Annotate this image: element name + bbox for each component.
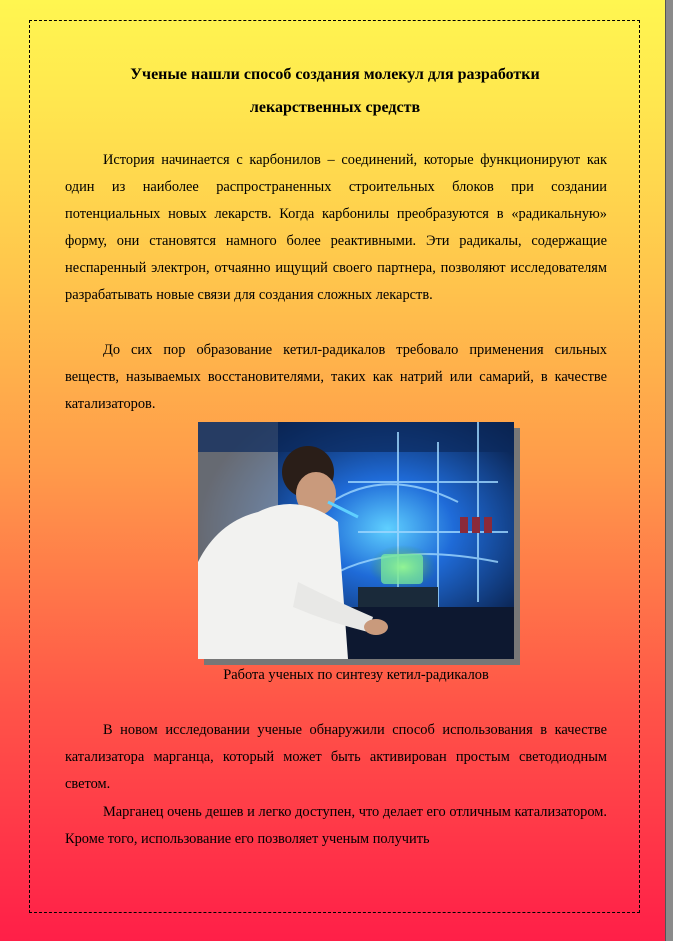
paragraph-4: Марганец очень дешев и легко доступен, что делает его отличным катализатором. Кроме того, использование его позволяет ученым получить <box>65 804 607 848</box>
document-title: Ученые нашли способ создания молекул для разработки лекарственных средств <box>130 66 540 116</box>
paragraph-1: История начинается с карбонилов – соединений, которые функционируют как один из наиболее распространенных строительных блоков при создании потенциальных новых лекарств. Когда карбонилы преобразуются в «радикальную» форму, они становятся намного более реактивными. Эти радикалы, содержащие неспаренный электрон, отчаянно ищущий своего партнера, позволяют исследователям разрабатывать новые связи для создания сложных лекарств. <box>65 152 607 304</box>
figure-caption: Работа ученых по синтезу кетил-радикалов <box>223 667 489 683</box>
paragraph-2: До сих пор образование кетил-радикалов требовало применения сильных веществ, называемых восстановителями, таких как натрий или самарий, в качестве катализаторов. <box>65 342 607 413</box>
paragraph-3: В новом исследовании ученые обнаружили способ использования в качестве катализатора марганца, который может быть активирован простым светодиодным светом. <box>65 722 607 793</box>
lab-photo <box>198 422 514 659</box>
lab-photo-image <box>198 422 514 659</box>
